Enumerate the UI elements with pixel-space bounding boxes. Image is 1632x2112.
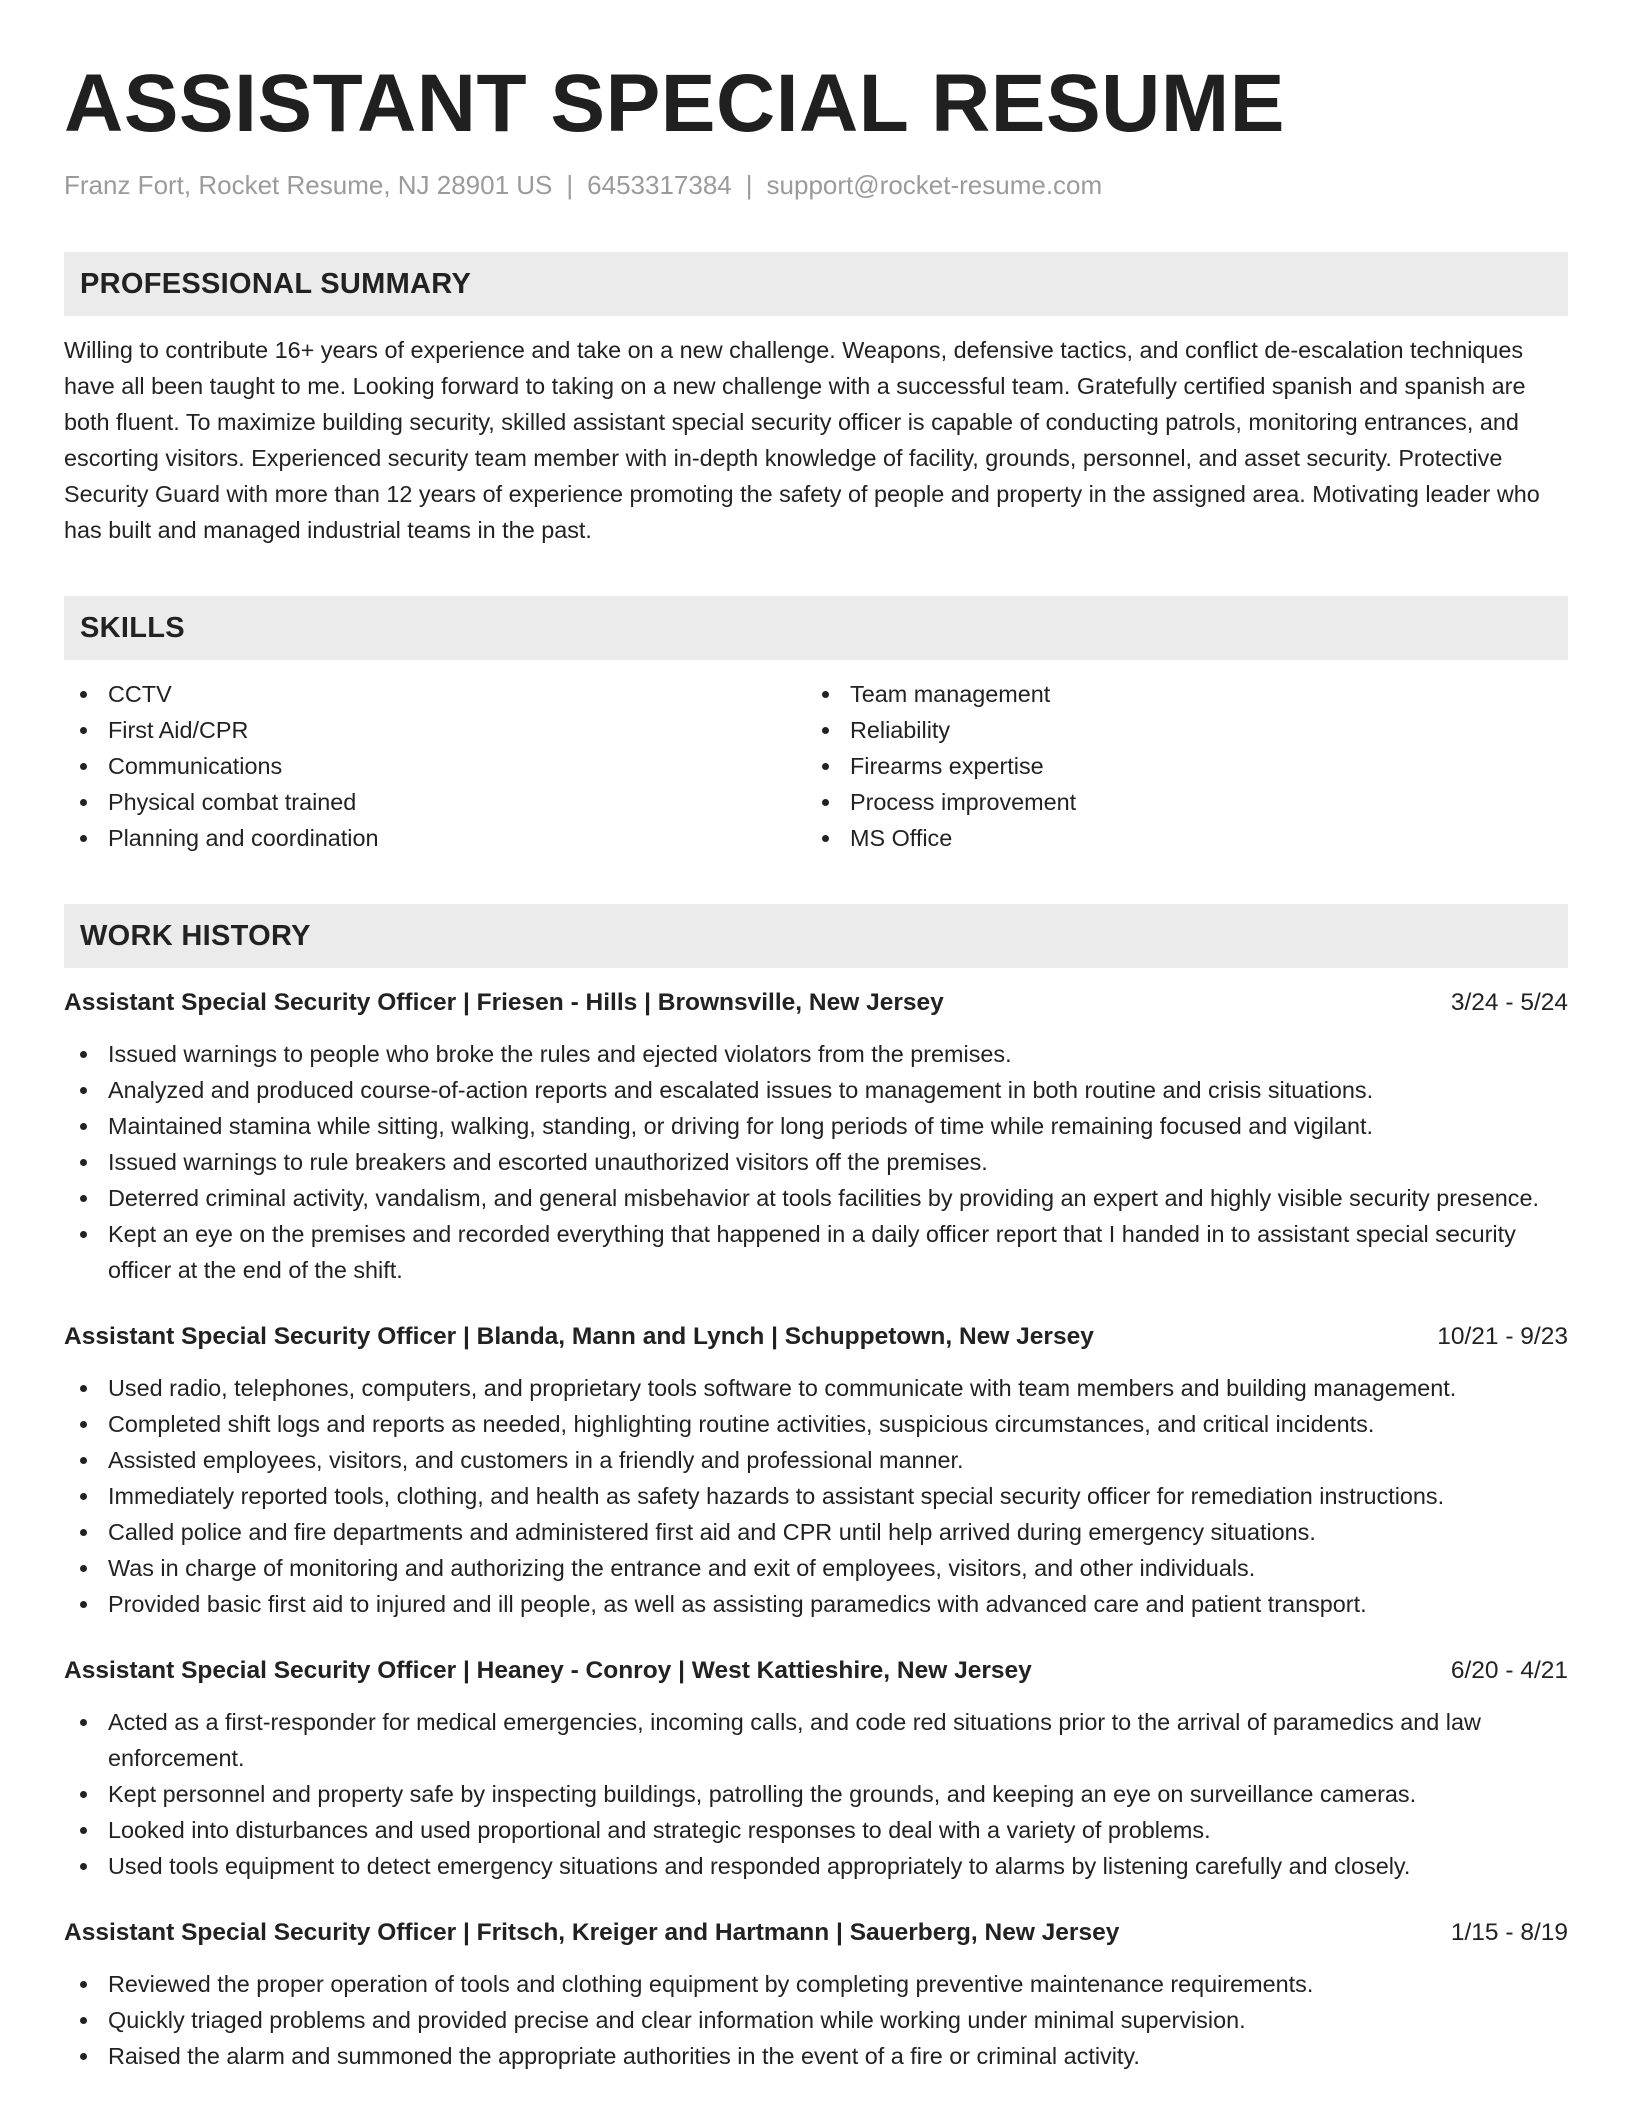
job-header bbox=[64, 1320, 1568, 1354]
job-bullet: Acted as a first-responder for medical emergencies, incoming calls, and code red situations prior to the arrival of paramedics and law enforcement. bbox=[64, 1704, 1568, 1776]
skills-column-left bbox=[64, 676, 806, 856]
job-bullet: Used tools equipment to detect emergency situations and responded appropriately to alarms by listening carefully and closely. bbox=[64, 1848, 1568, 1884]
job-entry bbox=[64, 1320, 1568, 1622]
skill-item: Planning and coordination bbox=[64, 820, 806, 856]
section-heading-work-history: WORK HISTORY bbox=[64, 904, 1568, 968]
job-dates: 10/21 - 9/23 bbox=[1437, 1323, 1568, 1350]
job-bullet-list bbox=[64, 1966, 1568, 2074]
job-title: Assistant Special Security Officer | Friesen - Hills | Brownsville, New Jersey bbox=[64, 989, 944, 1016]
contact-separator: | bbox=[745, 170, 753, 200]
section-heading-skills: SKILLS bbox=[64, 596, 1568, 660]
resume-page bbox=[64, 58, 1568, 2074]
summary-text: Willing to contribute 16+ years of experience and take on a new challenge. Weapons, defensive tactics, and conflict de-escalation techniques have all been taught to me. Looking forward to taking on a new challenge with a successful team. Gratefully certified spanish and spanish are both fluent. To maximize building security, skilled assistant special security officer is capable of conducting patrols, monitoring entrances, and escorting visitors. Experienced security team member with in-depth knowledge of facility, grounds, personnel, and asset security. Protective Security Guard with more than 12 years of experience promoting the safety of people and property in the assigned area. Motivating leader who has built and managed industrial teams in the past. bbox=[64, 337, 1540, 543]
job-header bbox=[64, 986, 1568, 1020]
contact-line bbox=[64, 168, 1568, 202]
job-header bbox=[64, 1916, 1568, 1950]
skill-item: Reliability bbox=[806, 712, 1548, 748]
job-bullet: Completed shift logs and reports as needed, highlighting routine activities, suspicious circumstances, and critical incidents. bbox=[64, 1406, 1568, 1442]
job-bullet: Deterred criminal activity, vandalism, and general misbehavior at tools facilities by providing an expert and highly visible security presence. bbox=[64, 1180, 1568, 1216]
job-bullet: Provided basic first aid to injured and ill people, as well as assisting paramedics with advanced care and patient transport. bbox=[64, 1586, 1568, 1622]
job-bullet: Kept personnel and property safe by inspecting buildings, patrolling the grounds, and keeping an eye on surveillance cameras. bbox=[64, 1776, 1568, 1812]
skills-column-right bbox=[806, 676, 1548, 856]
contact-phone: 6453317384 bbox=[587, 170, 732, 200]
job-bullet: Looked into disturbances and used proportional and strategic responses to deal with a variety of problems. bbox=[64, 1812, 1568, 1848]
skill-item: CCTV bbox=[64, 676, 806, 712]
skill-item: Process improvement bbox=[806, 784, 1548, 820]
job-entry bbox=[64, 1916, 1568, 2074]
job-title: Assistant Special Security Officer | Fritsch, Kreiger and Hartmann | Sauerberg, New Jersey bbox=[64, 1919, 1120, 1946]
job-bullet: Issued warnings to people who broke the rules and ejected violators from the premises. bbox=[64, 1036, 1568, 1072]
job-bullet: Maintained stamina while sitting, walking, standing, or driving for long periods of time while remaining focused and vigilant. bbox=[64, 1108, 1568, 1144]
skill-item: Physical combat trained bbox=[64, 784, 806, 820]
job-bullet: Kept an eye on the premises and recorded everything that happened in a daily officer report that I handed in to assistant special security officer at the end of the shift. bbox=[64, 1216, 1568, 1288]
job-bullet: Called police and fire departments and administered first aid and CPR until help arrived during emergency situations. bbox=[64, 1514, 1568, 1550]
job-bullet: Immediately reported tools, clothing, and health as safety hazards to assistant special security officer for remediation instructions. bbox=[64, 1478, 1568, 1514]
job-bullet: Used radio, telephones, computers, and proprietary tools software to communicate with team members and building management. bbox=[64, 1370, 1568, 1406]
job-dates: 3/24 - 5/24 bbox=[1450, 989, 1568, 1016]
job-bullet-list bbox=[64, 1370, 1568, 1622]
job-bullet: Was in charge of monitoring and authorizing the entrance and exit of employees, visitors, and other individuals. bbox=[64, 1550, 1568, 1586]
skill-item: Team management bbox=[806, 676, 1548, 712]
skill-item: MS Office bbox=[806, 820, 1548, 856]
job-dates: 6/20 - 4/21 bbox=[1450, 1657, 1568, 1684]
job-bullet: Analyzed and produced course-of-action reports and escalated issues to management in both routine and crisis situations. bbox=[64, 1072, 1568, 1108]
job-title: Assistant Special Security Officer | Heaney - Conroy | West Kattieshire, New Jersey bbox=[64, 1657, 1032, 1684]
job-title: Assistant Special Security Officer | Blanda, Mann and Lynch | Schuppetown, New Jersey bbox=[64, 1323, 1094, 1350]
job-dates: 1/15 - 8/19 bbox=[1450, 1919, 1568, 1946]
skills-list bbox=[64, 676, 1568, 856]
resume-title: ASSISTANT SPECIAL RESUME bbox=[64, 58, 1285, 149]
job-bullet-list bbox=[64, 1036, 1568, 1288]
job-bullet: Quickly triaged problems and provided precise and clear information while working under minimal supervision. bbox=[64, 2002, 1568, 2038]
job-bullet-list bbox=[64, 1704, 1568, 1884]
skill-item: Firearms expertise bbox=[806, 748, 1548, 784]
contact-separator: | bbox=[566, 170, 574, 200]
job-bullet: Assisted employees, visitors, and customers in a friendly and professional manner. bbox=[64, 1442, 1568, 1478]
job-entry bbox=[64, 1654, 1568, 1884]
job-header bbox=[64, 1654, 1568, 1688]
contact-address: Franz Fort, Rocket Resume, NJ 28901 US bbox=[64, 170, 553, 200]
skill-item: First Aid/CPR bbox=[64, 712, 806, 748]
job-bullet: Issued warnings to rule breakers and escorted unauthorized visitors off the premises. bbox=[64, 1144, 1568, 1180]
work-history-list bbox=[64, 986, 1568, 2074]
job-entry bbox=[64, 986, 1568, 1288]
skill-item: Communications bbox=[64, 748, 806, 784]
section-heading-summary: PROFESSIONAL SUMMARY bbox=[64, 252, 1568, 316]
contact-email[interactable]: support@rocket-resume.com bbox=[766, 170, 1103, 200]
job-bullet: Raised the alarm and summoned the appropriate authorities in the event of a fire or criminal activity. bbox=[64, 2038, 1568, 2074]
job-bullet: Reviewed the proper operation of tools and clothing equipment by completing preventive maintenance requirements. bbox=[64, 1966, 1568, 2002]
